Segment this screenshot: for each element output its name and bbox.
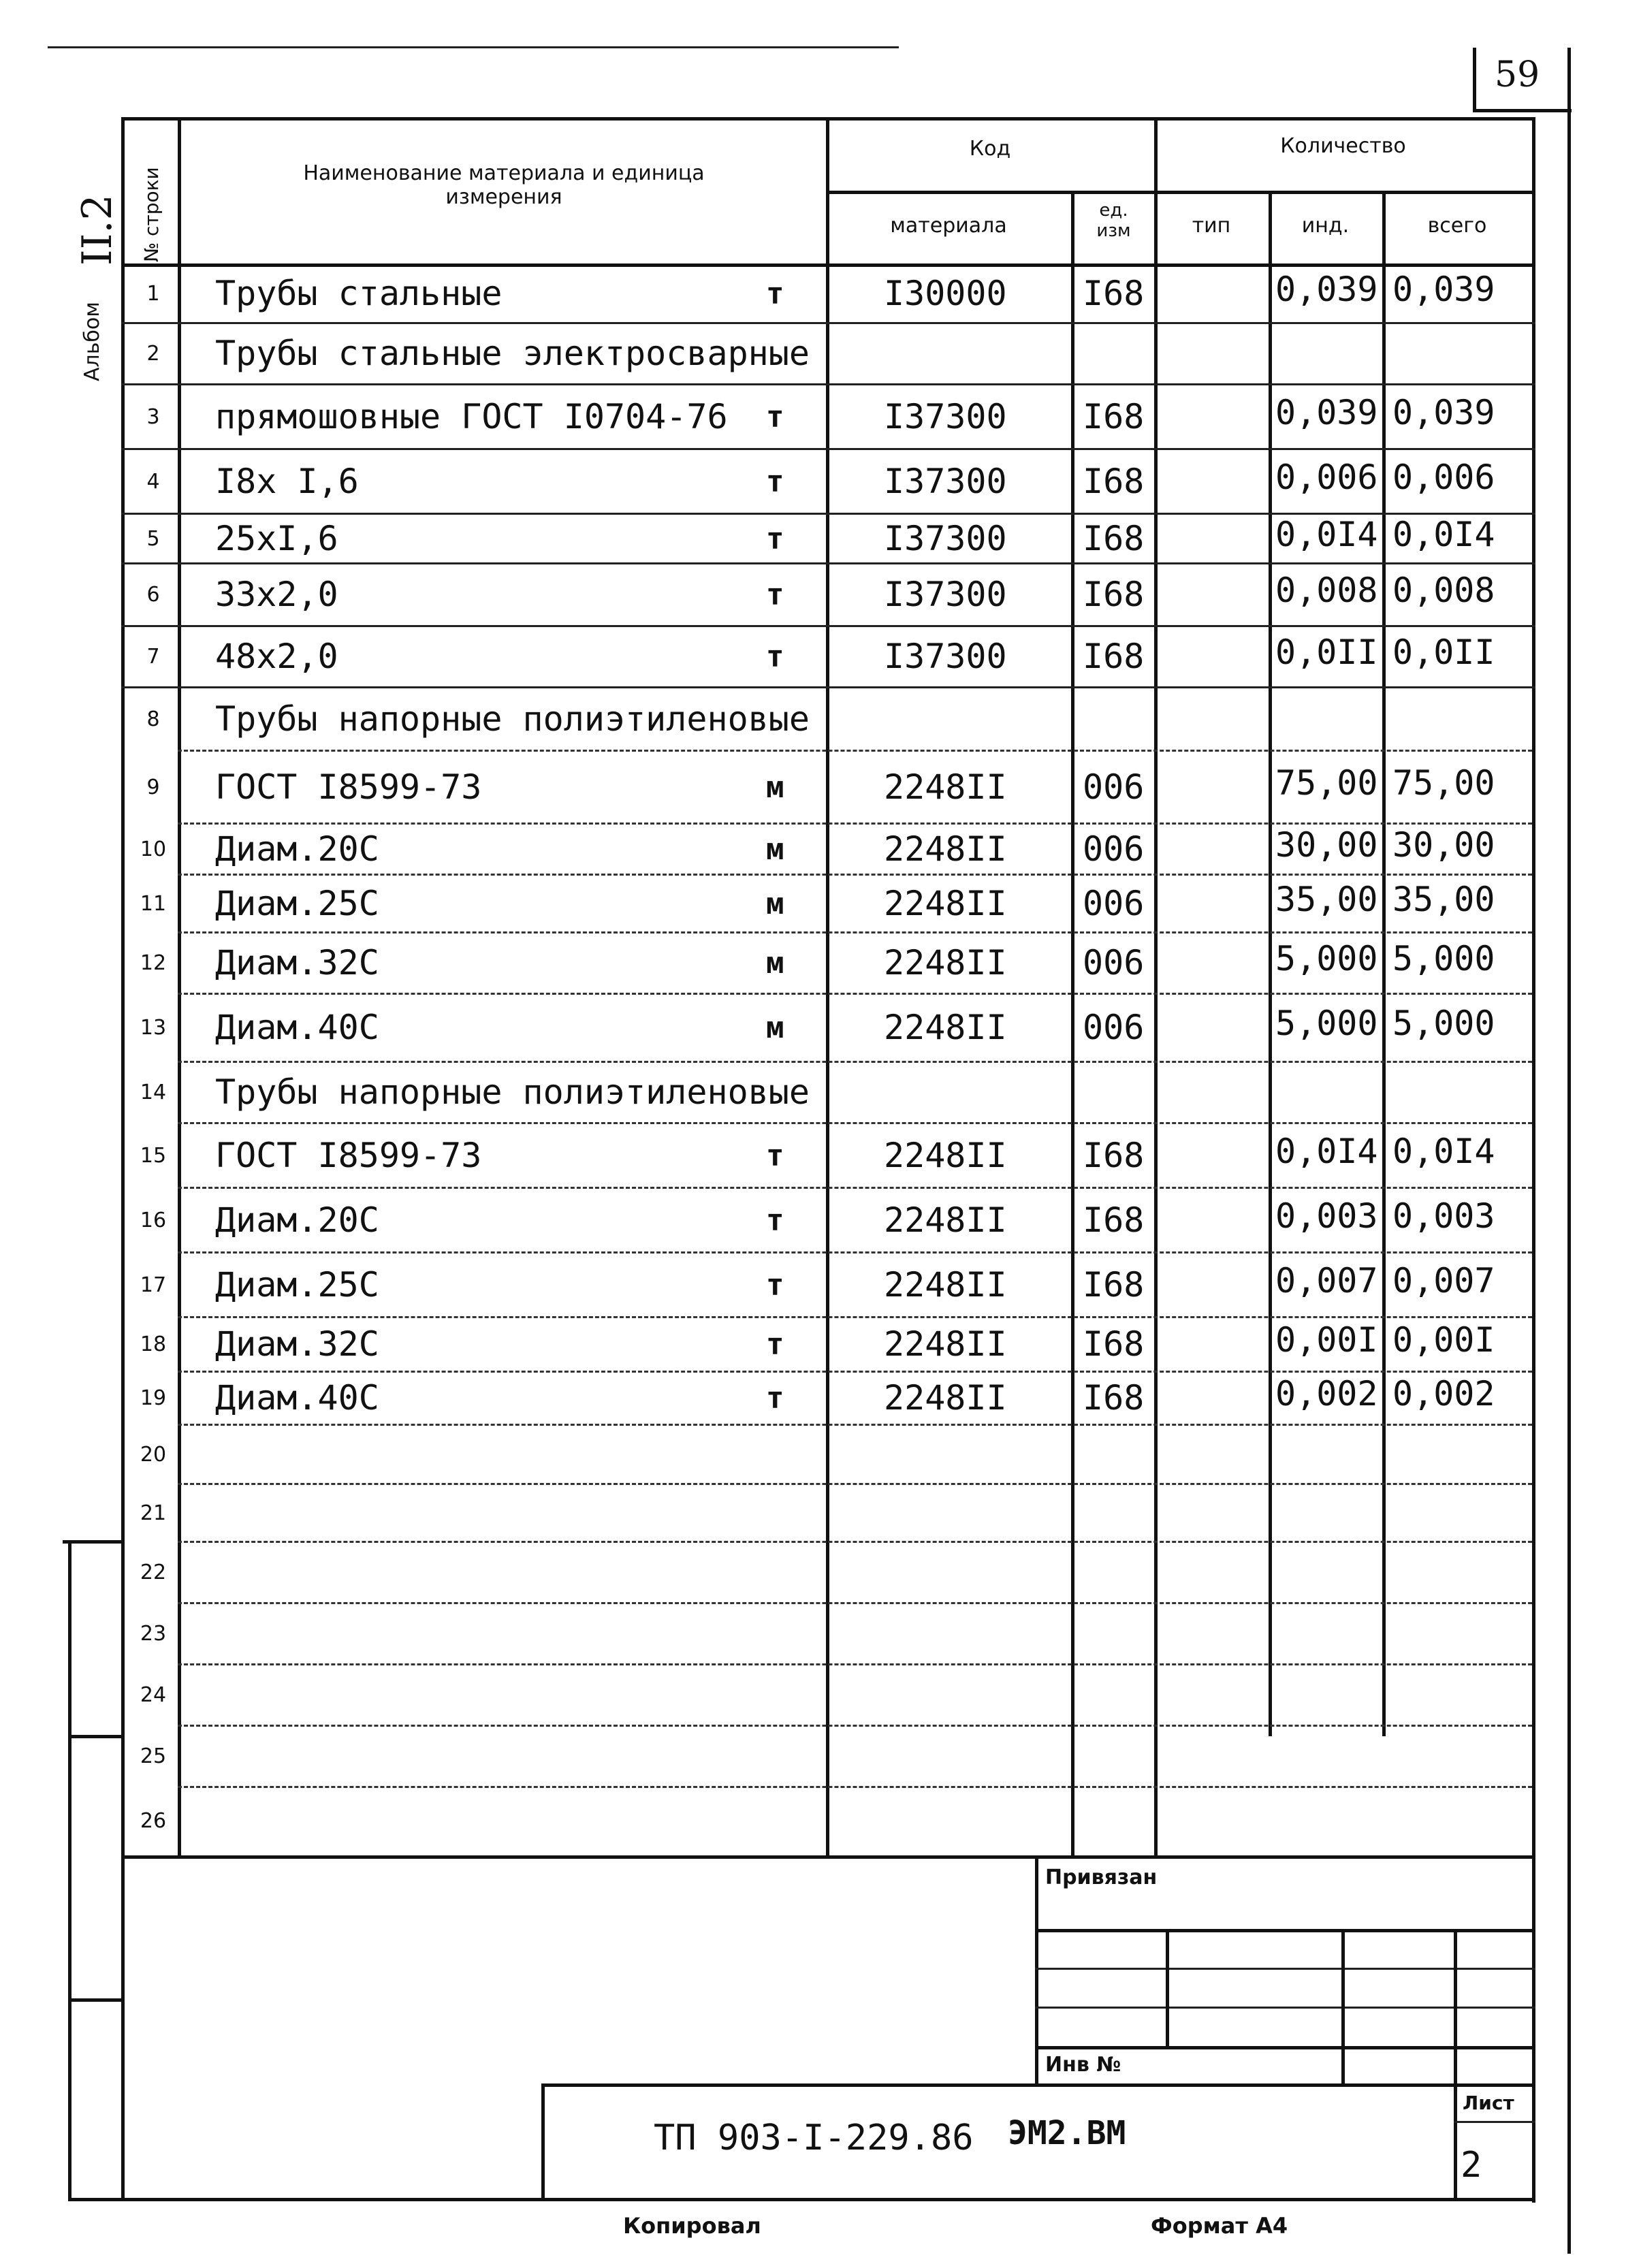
album-number-text: II.2 [74, 194, 121, 266]
row-separator [178, 1786, 1532, 1788]
stamp-div-1 [1166, 1929, 1169, 2047]
row-number: 18 [140, 1332, 167, 1356]
row-name: 25хI,6 [215, 519, 338, 558]
row-name: Диам.20С [215, 829, 379, 869]
row-name: Трубы стальные [215, 274, 503, 313]
row-total: 5,000 [1392, 1004, 1495, 1043]
row-ind: 0,006 [1275, 458, 1378, 497]
row-separator [178, 1251, 1532, 1253]
table-left-border [121, 117, 125, 2201]
row-ed: I68 [1083, 575, 1145, 614]
row-ind: 30,00 [1275, 825, 1378, 865]
row-code: 2248II [884, 1136, 1007, 1175]
header-row-no [140, 167, 163, 262]
row-ed: 006 [1083, 943, 1145, 983]
row-ed: 006 [1083, 1008, 1145, 1047]
row-name: Диам.32С [215, 1324, 379, 1364]
col-rownum-right [178, 117, 181, 1859]
album-label-text: Альбом [80, 302, 104, 381]
row-separator [178, 1371, 1532, 1373]
header-quantity: Количество [1280, 134, 1406, 158]
row-ind: 0,0I4 [1275, 515, 1378, 554]
row-number: 15 [140, 1144, 167, 1168]
row-separator [178, 874, 1532, 876]
header-name: Наименование материала и единица измерения [303, 161, 705, 209]
album-number [74, 194, 121, 266]
row-code: I37300 [884, 519, 1007, 558]
row-unit: т [766, 400, 784, 434]
row-ind: 5,000 [1275, 1004, 1378, 1043]
header-unit: ед. изм [1096, 200, 1131, 241]
row-number: 17 [140, 1273, 167, 1297]
row-code: 2248II [884, 1008, 1007, 1047]
row-code: 2248II [884, 1324, 1007, 1364]
row-total: 0,007 [1392, 1261, 1495, 1300]
row-number: 3 [146, 405, 160, 429]
row-total: 0,002 [1392, 1374, 1495, 1413]
row-code: 2248II [884, 1265, 1007, 1305]
row-number: 20 [140, 1443, 167, 1467]
row-name: Диам.25С [215, 884, 379, 923]
stamp-attached: Привязан [1045, 1866, 1158, 1889]
stamp-line-2 [1035, 1968, 1535, 1970]
top-edge-line [48, 46, 899, 48]
row-total: 75,00 [1392, 763, 1495, 803]
row-total: 5,000 [1392, 939, 1495, 978]
stamp-doc: ЭМ2.ВМ [1008, 2114, 1126, 2152]
row-unit: м [766, 1010, 784, 1045]
row-unit: т [766, 522, 784, 556]
row-ed: I68 [1083, 274, 1145, 313]
stamp-line-1 [1035, 1929, 1535, 1932]
row-unit: м [766, 946, 784, 980]
stamp-inv-no: Инв № [1045, 2053, 1121, 2077]
row-total: 0,00I [1392, 1320, 1495, 1360]
row-ind: 0,007 [1275, 1261, 1378, 1300]
row-number: 2 [146, 342, 160, 366]
row-ed: I68 [1083, 397, 1145, 436]
row-ed: I68 [1083, 1200, 1145, 1240]
row-unit: м [766, 770, 784, 805]
row-number: 22 [140, 1561, 167, 1584]
row-number: 13 [140, 1016, 167, 1040]
row-name: 48х2,0 [215, 637, 338, 676]
binding-mark-3 [68, 1998, 123, 2002]
row-ed: I68 [1083, 1324, 1145, 1364]
row-number: 12 [140, 951, 167, 975]
row-ed: 006 [1083, 829, 1145, 869]
stamp-left [1035, 1855, 1038, 2087]
row-ed: 006 [1083, 767, 1145, 807]
row-ind: 0,002 [1275, 1374, 1378, 1413]
row-name: Диам.40С [215, 1378, 379, 1418]
row-ind: 0,00I [1275, 1320, 1378, 1360]
row-name: Диам.32С [215, 943, 379, 983]
stamp-line-4 [1035, 2046, 1535, 2049]
row-ind: 35,00 [1275, 880, 1378, 919]
row-unit: т [766, 1327, 784, 1362]
row-separator [178, 1316, 1532, 1318]
row-number: 14 [140, 1081, 167, 1104]
row-number: 7 [146, 645, 160, 669]
row-name: Диам.25С [215, 1265, 379, 1305]
row-unit: т [766, 1203, 784, 1238]
row-unit: т [766, 1381, 784, 1416]
sheet-number-top: 59 [1495, 54, 1540, 95]
row-name: Трубы напорные полиэтиленовые [215, 1072, 810, 1112]
row-number: 10 [140, 837, 167, 861]
row-total: 0,006 [1392, 458, 1495, 497]
row-code: I30000 [884, 274, 1007, 313]
row-number: 25 [140, 1744, 167, 1768]
binding-strip-left [68, 1540, 71, 2201]
row-code: 2248II [884, 943, 1007, 983]
row-separator [178, 1541, 1532, 1543]
sheet-label: Лист [1463, 2092, 1514, 2114]
col-ind-right [1382, 191, 1386, 1736]
row-separator [178, 1424, 1532, 1426]
row-number: 9 [146, 776, 160, 799]
row-total: 0,0II [1392, 633, 1495, 672]
row-separator [121, 322, 1535, 324]
row-unit: т [766, 464, 784, 499]
row-ind: 0,0I4 [1275, 1132, 1378, 1171]
row-unit: т [766, 639, 784, 674]
row-separator [178, 1602, 1532, 1604]
right-border [1567, 48, 1571, 2254]
col-total-right [1532, 117, 1535, 1859]
row-ed: 006 [1083, 884, 1145, 923]
row-separator [178, 822, 1532, 825]
row-unit: т [766, 276, 784, 311]
row-unit: т [766, 1138, 784, 1173]
row-ed: I68 [1083, 1136, 1145, 1175]
stamp-designation: ТП 903-I-229.86 [654, 2118, 974, 2158]
col-unit-right [1154, 117, 1158, 1859]
row-separator [121, 383, 1535, 385]
header-ind: инд. [1301, 214, 1350, 238]
binding-mark-1 [63, 1540, 123, 1544]
col-code-right [1071, 191, 1074, 1859]
row-separator [121, 448, 1535, 450]
row-number: 16 [140, 1209, 167, 1232]
row-unit: м [766, 887, 784, 921]
row-separator [178, 993, 1532, 995]
row-name: ГОСТ I8599-73 [215, 1136, 482, 1175]
title-box-top [541, 2083, 1535, 2087]
row-ind: 75,00 [1275, 763, 1378, 803]
row-separator [121, 625, 1535, 627]
row-number: 5 [146, 527, 160, 551]
row-code: I37300 [884, 462, 1007, 501]
row-ind: 5,000 [1275, 939, 1378, 978]
row-number: 8 [146, 707, 160, 731]
row-code: I37300 [884, 575, 1007, 614]
sheet-number-divider [1473, 48, 1476, 112]
row-separator [178, 931, 1532, 933]
row-unit: т [766, 1268, 784, 1303]
row-total: 0,0I4 [1392, 515, 1495, 554]
row-name: I8х I,6 [215, 462, 359, 501]
title-box-sheet-div [1454, 2083, 1457, 2201]
header-total: всего [1427, 214, 1487, 238]
row-code: 2248II [884, 829, 1007, 869]
row-total: 0,0I4 [1392, 1132, 1495, 1171]
binding-mark-2 [68, 1735, 123, 1738]
header-code: Код [969, 137, 1011, 161]
stamp-div-2 [1341, 1929, 1345, 2087]
row-name: ГОСТ I8599-73 [215, 767, 482, 807]
row-number: 11 [140, 892, 167, 916]
row-code: 2248II [884, 1200, 1007, 1240]
row-total: 0,003 [1392, 1196, 1495, 1236]
row-name: Диам.20С [215, 1200, 379, 1240]
sheet-label-line [1454, 2121, 1535, 2123]
row-code: 2248II [884, 767, 1007, 807]
row-code: 2248II [884, 1378, 1007, 1418]
table-bottom-line [121, 1855, 1535, 1859]
row-number: 24 [140, 1683, 167, 1707]
row-total: 0,039 [1392, 393, 1495, 432]
header-row-no-text: № строки [140, 167, 163, 262]
stamp-div-3 [1454, 1929, 1457, 2087]
row-ed: I68 [1083, 1378, 1145, 1418]
row-name: Трубы стальные электросварные [215, 334, 810, 373]
row-number: 19 [140, 1386, 167, 1410]
row-ed: I68 [1083, 462, 1145, 501]
row-separator [178, 1122, 1532, 1124]
row-total: 0,008 [1392, 571, 1495, 610]
row-separator [121, 562, 1535, 564]
row-unit: м [766, 832, 784, 867]
stamp-right [1532, 1855, 1535, 2203]
row-ind: 0,003 [1275, 1196, 1378, 1236]
row-name: 33х2,0 [215, 575, 338, 614]
album-label [80, 302, 104, 381]
stamp-line-3 [1035, 2007, 1535, 2009]
row-number: 6 [146, 583, 160, 607]
col-name-right [826, 117, 829, 1859]
row-ed: I68 [1083, 519, 1145, 558]
bottom-border [68, 2198, 1535, 2201]
header-subline [826, 191, 1535, 194]
title-box-left [541, 2083, 545, 2201]
row-total: 35,00 [1392, 880, 1495, 919]
row-ind: 0,039 [1275, 393, 1378, 432]
row-number: 23 [140, 1622, 167, 1646]
row-name: Трубы напорные полиэтиленовые [215, 699, 810, 739]
row-ind: 0,008 [1275, 571, 1378, 610]
row-code: 2248II [884, 884, 1007, 923]
sheet-value: 2 [1461, 2145, 1482, 2186]
row-separator [178, 750, 1532, 752]
row-number: 1 [146, 282, 160, 306]
row-separator [178, 1663, 1532, 1665]
row-ind: 0,0II [1275, 633, 1378, 672]
row-number: 26 [140, 1809, 167, 1833]
row-separator [178, 1061, 1532, 1063]
row-ind: 0,039 [1275, 270, 1378, 309]
row-ed: I68 [1083, 1265, 1145, 1305]
row-name: прямошовные ГОСТ I0704-76 [215, 397, 728, 436]
row-total: 30,00 [1392, 825, 1495, 865]
row-total: 0,039 [1392, 270, 1495, 309]
footer-format: Формат А4 [1151, 2213, 1288, 2239]
row-separator [178, 1187, 1532, 1189]
footer-copied: Копировал [623, 2213, 761, 2239]
row-code: I37300 [884, 397, 1007, 436]
header-type: тип [1192, 214, 1231, 238]
table-top-border [121, 117, 1535, 121]
row-separator [121, 686, 1535, 688]
row-name: Диам.40С [215, 1008, 379, 1047]
row-ed: I68 [1083, 637, 1145, 676]
row-separator [178, 1725, 1532, 1727]
row-code: I37300 [884, 637, 1007, 676]
row-number: 4 [146, 470, 160, 494]
header-bottom [121, 263, 1535, 267]
header-material: материала [890, 214, 1007, 238]
col-type-right [1269, 191, 1272, 1736]
row-unit: т [766, 577, 784, 612]
sheet-number-underline [1473, 109, 1572, 112]
row-number: 21 [140, 1501, 167, 1525]
row-separator [178, 1483, 1532, 1485]
